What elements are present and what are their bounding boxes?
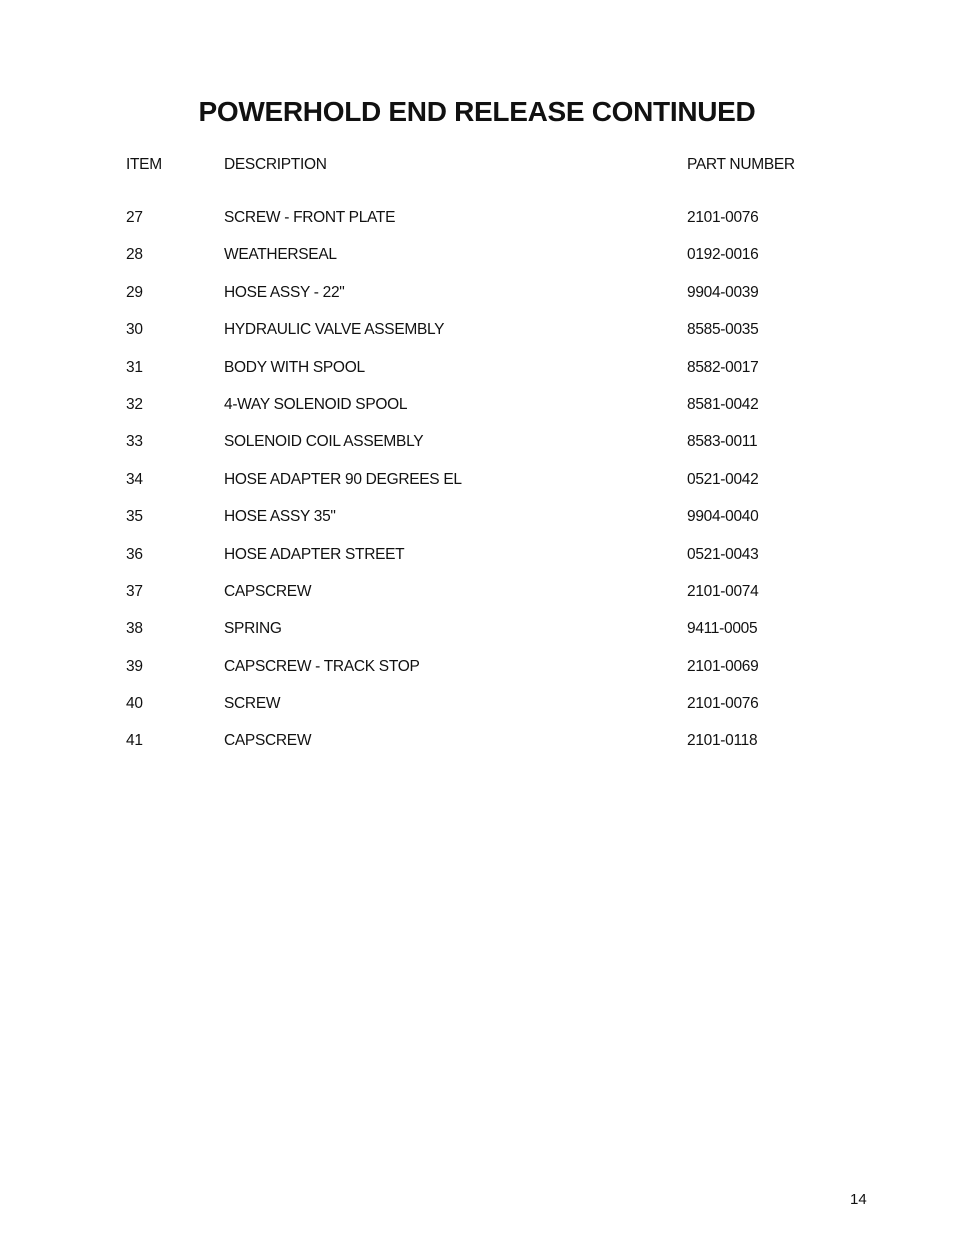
part-number: 2101-0069 [687, 657, 759, 675]
part-number: 2101-0118 [687, 732, 758, 750]
table-body [126, 209, 826, 770]
table-row [126, 359, 826, 396]
table-row [126, 658, 826, 695]
item-description: HOSE ASSY - 22" [224, 283, 345, 301]
part-number: 9411-0005 [687, 620, 758, 638]
item-description: SCREW - FRONT PLATE [224, 209, 396, 226]
item-number: 29 [126, 283, 143, 301]
item-number: 36 [126, 545, 143, 563]
item-number: 41 [126, 732, 143, 750]
page-number: 14 [850, 1191, 867, 1208]
table-row [126, 246, 826, 283]
item-description: SOLENOID COIL ASSEMBLY [224, 433, 424, 451]
item-number: 35 [126, 508, 143, 526]
part-number: 2101-0074 [687, 582, 759, 600]
item-description: CAPSCREW [224, 582, 312, 600]
table-row [126, 620, 826, 657]
table-row [126, 396, 826, 433]
item-description: HOSE ADAPTER 90 DEGREES EL [224, 470, 462, 488]
part-number: 0192-0016 [687, 246, 759, 264]
item-number: 33 [126, 433, 143, 451]
table-row [126, 209, 826, 246]
item-description: HYDRAULIC VALVE ASSEMBLY [224, 321, 445, 339]
table-row [126, 546, 826, 583]
part-number: 2101-0076 [687, 209, 759, 226]
page-title: POWERHOLD END RELEASE CONTINUED [198, 96, 756, 127]
item-number: 30 [126, 321, 143, 339]
part-number: 8585-0035 [687, 321, 759, 339]
header-part-number: PART NUMBER [687, 156, 795, 173]
item-number: 38 [126, 620, 143, 638]
parts-table [126, 156, 826, 770]
item-description: CAPSCREW [224, 732, 312, 750]
table-row [126, 583, 826, 620]
part-number: 8583-0011 [687, 433, 758, 451]
item-number: 37 [126, 582, 143, 600]
header-item: ITEM [126, 156, 162, 173]
item-description: HOSE ASSY 35" [224, 508, 336, 526]
table-row [126, 471, 826, 508]
table-row [126, 508, 826, 545]
item-description: SPRING [224, 620, 282, 638]
part-number: 0521-0043 [687, 545, 759, 563]
table-header-row [126, 156, 826, 209]
item-number: 40 [126, 695, 143, 713]
part-number: 0521-0042 [687, 470, 759, 488]
item-description: SCREW [224, 695, 281, 713]
item-number: 32 [126, 395, 143, 413]
part-number: 2101-0076 [687, 695, 759, 713]
part-number: 8582-0017 [687, 358, 759, 376]
part-number: 8581-0042 [687, 395, 759, 413]
header-description: DESCRIPTION [224, 156, 327, 173]
table-row [126, 433, 826, 470]
item-number: 31 [126, 358, 143, 376]
item-description: BODY WITH SPOOL [224, 358, 365, 376]
table-row [126, 732, 826, 769]
item-description: CAPSCREW - TRACK STOP [224, 657, 420, 675]
part-number: 9904-0039 [687, 283, 759, 301]
table-row [126, 695, 826, 732]
table-row [126, 321, 826, 358]
item-description: HOSE ADAPTER STREET [224, 545, 405, 563]
item-description: WEATHERSEAL [224, 246, 337, 264]
item-number: 28 [126, 246, 143, 264]
item-number: 39 [126, 657, 143, 675]
item-number: 34 [126, 470, 143, 488]
part-number: 9904-0040 [687, 508, 759, 526]
item-description: 4-WAY SOLENOID SPOOL [224, 395, 408, 413]
table-row [126, 284, 826, 321]
item-number: 27 [126, 209, 143, 226]
